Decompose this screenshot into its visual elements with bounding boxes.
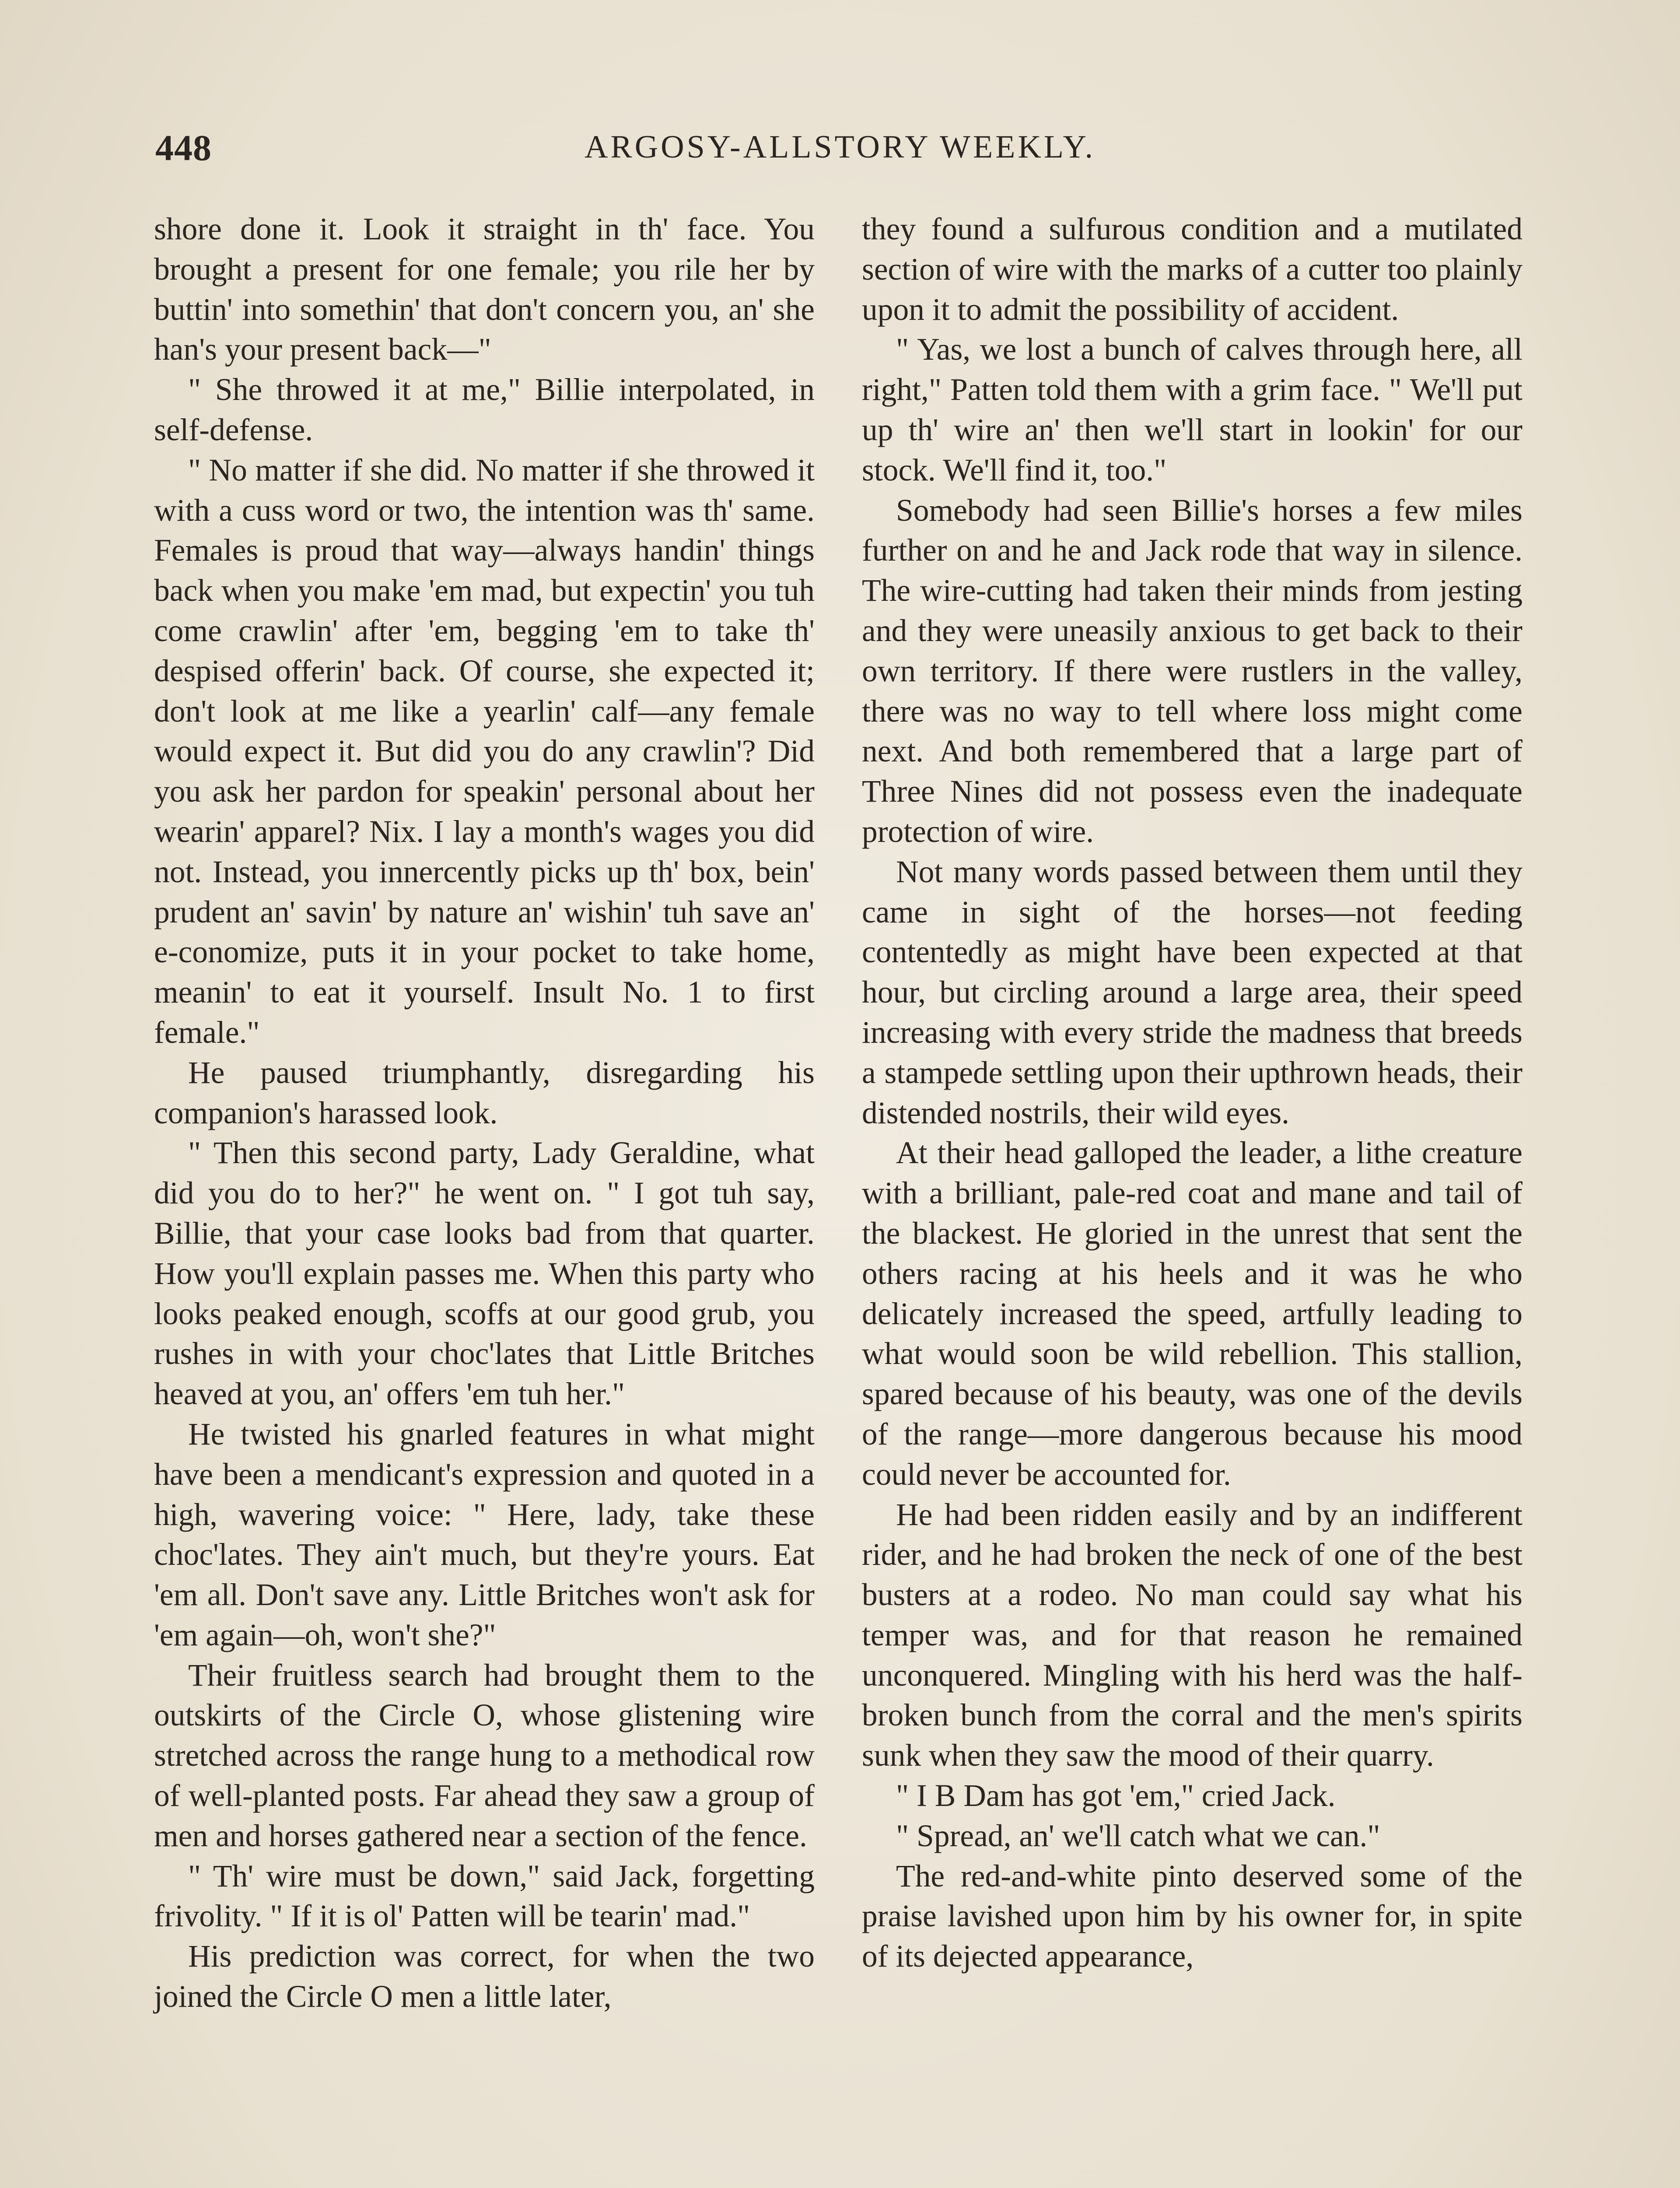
paragraph: " I B Dam has got 'em," cried Jack. [896,1778,1336,1813]
paragraph: " Spread, an' we'll catch what we can." [896,1818,1380,1853]
paragraph: At their head galloped the leader, a lithe creature with a brilliant, pale-red coat and mane and tail of the blackest. He gloried in the unrest that sent the others racing at his heels and it was he who delicately increased the speed, artfully leading to what would soon be wild rebellion. This stallion, spared because of his beauty, was one of the devils of the range—more dangerous because his mood could never be accounted for. [862,1136,1522,1492]
paragraph: " Yas, we lost a bunch of calves through here, all right," Patten told them with a grim face. " We'll put up th' wire an' then we'll start in lookin' for our stock. We'll find it, too." [862,332,1522,487]
paragraph: The red-and-white pinto deserved some of the praise lavished upon him by his owner for, in spite of its dejected appearance, [862,1858,1522,1974]
paragraph: " Th' wire must be down," said Jack, forgetting frivolity. " If it is ol' Patten will be tearin' mad." [154,1858,815,1934]
paragraph: Somebody had seen Billie's horses a few miles further on and he and Jack rode that way in silence. The wire-cutting had taken their minds from jesting and they were uneasily anxious to get back to their own territory. If there were rustlers in the valley, there was no way to tell where loss might come next. And both remembered that a large part of Three Nines did not possess even the inadequate protection of wire. [862,493,1522,849]
paragraph: they found a sulfurous condition and a mutilated section of wire with the marks of a cutter too plainly upon it to admit the possibility of accident. [862,212,1522,327]
running-head: ARGOSY-ALLSTORY WEEKLY. [584,129,1096,165]
paragraph: " Then this second party, Lady Geraldine, what did you do to her?" he went on. " I got tuh say, Billie, that your case looks bad from that quarter. How you'll explain passes me. When this party who looks peaked enough, scoffs at our good grub, you rushes in with your choc'lates that Little Britches heaved at you, an' offers 'em tuh her." [154,1136,815,1412]
paragraph: " No matter if she did. No matter if she throwed it with a cuss word or two, the intention was th' same. Females is proud that way—always handin' things back when you make 'em mad, but expectin' you tuh come crawlin' after 'em, begging 'em to take th' despised offerin' back. Of course, she expected it; don't look at me like a yearlin' calf—any female would expect it. But did you do any crawlin'? Did you ask her pardon for speakin' personal about her wearin' apparel? Nix. I lay a month's wages you did not. Instead, you innercently picks up th' box, bein' prudent an' savin' by nature an' wishin' tuh save an' e-conomize, puts it in your pocket to take home, meanin' to eat it yourself. Insult No. 1 to first female." [154,452,815,1050]
left-column [154,209,815,2017]
paragraph: Not many words passed between them until they came in sight of the horses—not feeding contentedly as might have been expected at that hour, but circling around a large area, their speed increasing with every stride the madness that breeds a stampede settling upon their upthrown heads, their distended nostrils, their wild eyes. [862,854,1522,1130]
right-column [862,209,1522,1977]
paragraph: He had been ridden easily and by an indifferent rider, and he had broken the neck of one of the best busters at a rodeo. No man could say what his temper was, and for that reason he remained unconquered. Mingling with his herd was the half-broken bunch from the corral and the men's spirits sunk when they saw the mood of their quarry. [862,1497,1522,1773]
paragraph: shore done it. Look it straight in th' face. You brought a present for one female; you rile her by buttin' into somethin' that don't concern you, an' she han's your present back—" [154,212,815,367]
paragraph: " She throwed it at me," Billie interpolated, in self-defense. [154,372,815,447]
paragraph: His prediction was correct, for when the two joined the Circle O men a little later, [154,1939,815,2014]
page-header [155,127,1525,188]
paragraph: Their fruitless search had brought them to the outskirts of the Circle O, whose glistening wire stretched across the range hung to a methodical row of well-planted posts. Far ahead they saw a group of men and horses gathered near a section of the fence. [154,1658,815,1853]
page-number: 448 [155,128,212,168]
paragraph: He paused triumphantly, disregarding his companion's harassed look. [154,1055,815,1130]
paragraph: He twisted his gnarled features in what might have been a mendicant's expression and quoted in a high, wavering voice: " Here, lady, take these choc'lates. They ain't much, but they're yours. Eat 'em all. Don't save any. Little Britches won't ask for 'em again—oh, won't she?" [154,1417,815,1652]
